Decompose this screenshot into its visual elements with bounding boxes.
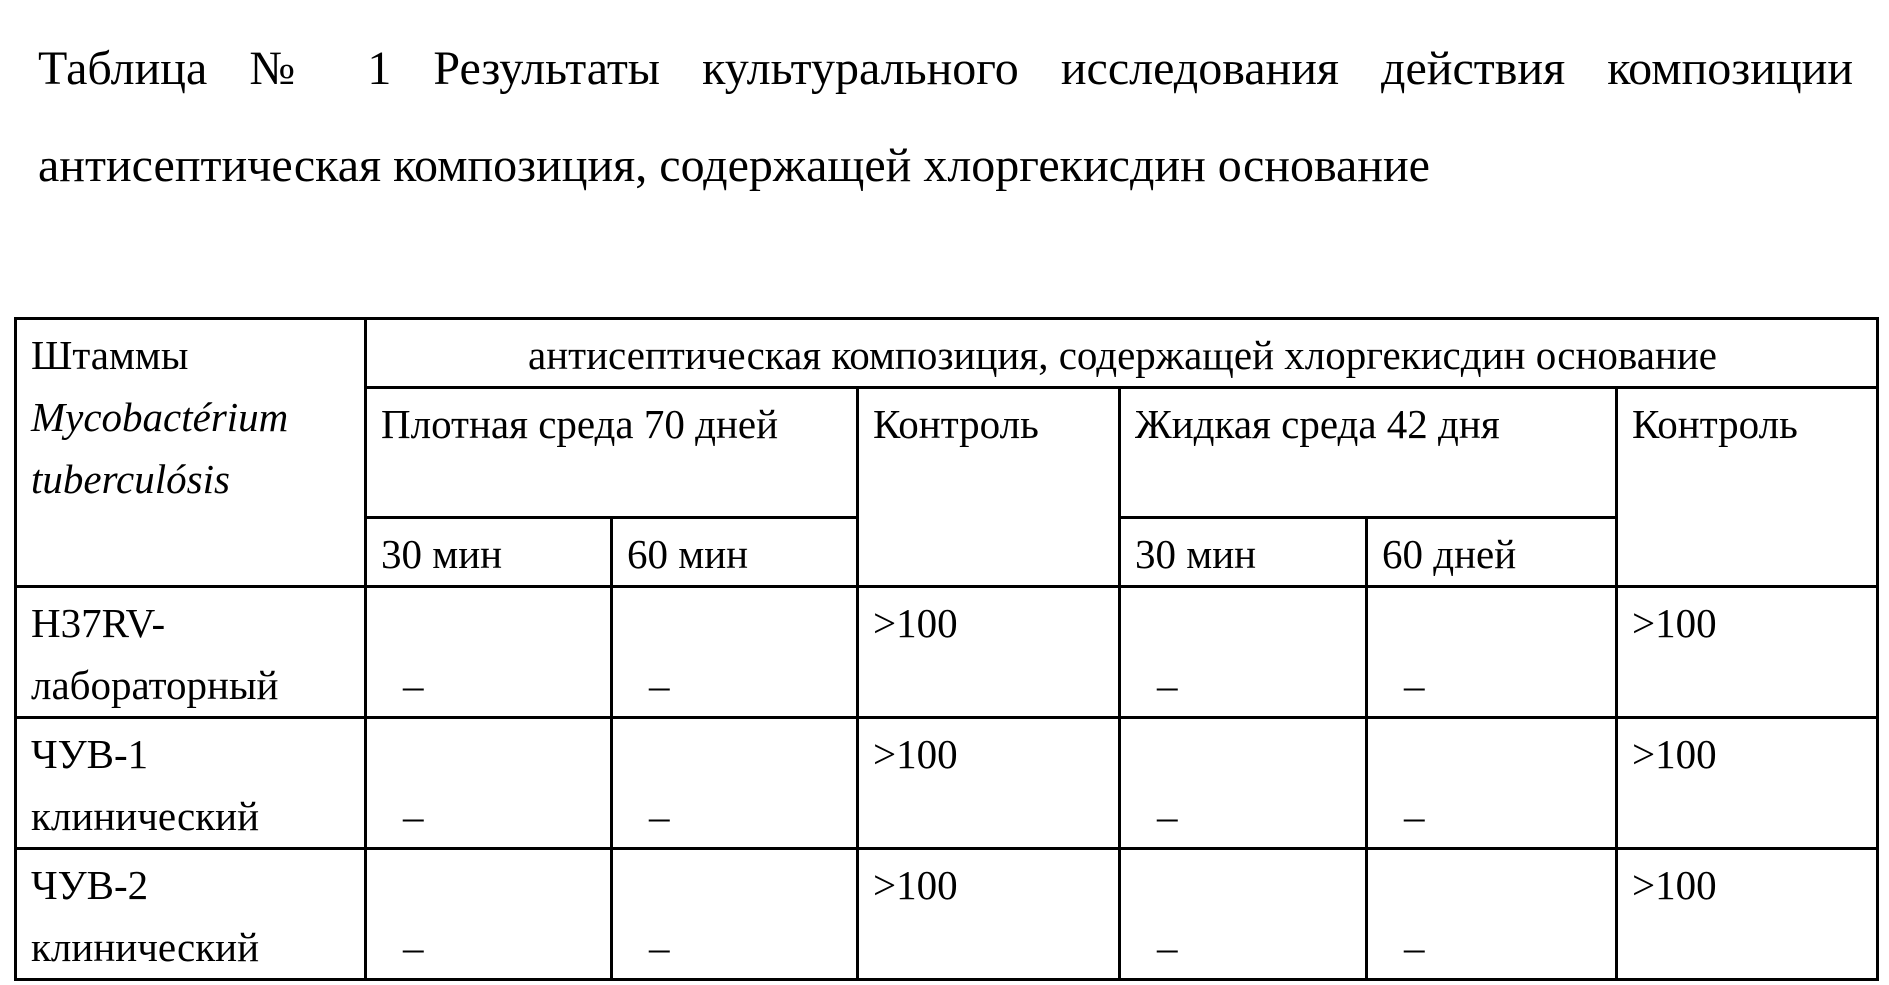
value-cell: – <box>627 916 844 978</box>
header-liquid-30: 30 мин <box>1120 518 1367 587</box>
value-cell: – <box>1135 785 1353 847</box>
value-cell: – <box>381 916 598 978</box>
strains-label: Штаммы <box>31 324 352 386</box>
strains-latin-species: tuberculósis <box>31 448 352 510</box>
value-cell: – <box>627 654 844 716</box>
strains-latin-genus: Mycobactérium <box>31 386 352 448</box>
value-cell: >100 <box>858 587 1120 718</box>
value-cell: – <box>381 785 598 847</box>
strain-cell: ЧУВ-1 клинический <box>16 718 366 849</box>
header-strains <box>16 319 366 587</box>
header-solid-30: 30 мин <box>366 518 612 587</box>
table-row <box>16 587 1878 718</box>
value-cell: >100 <box>858 718 1120 849</box>
value-cell: – <box>381 654 598 716</box>
header-control-1: Контроль <box>858 388 1120 587</box>
value-cell: >100 <box>1617 718 1878 849</box>
value-cell: >100 <box>1617 849 1878 980</box>
header-solid-60: 60 мин <box>612 518 858 587</box>
header-liquid-medium: Жидкая среда 42 дня <box>1120 388 1617 518</box>
header-control-2: Контроль <box>1617 388 1878 587</box>
table-row <box>16 849 1878 980</box>
header-solid-medium: Плотная среда 70 дней <box>366 388 858 518</box>
value-cell: – <box>1135 916 1353 978</box>
value-cell: >100 <box>1617 587 1878 718</box>
value-cell: – <box>1382 785 1603 847</box>
results-table <box>14 317 1879 981</box>
value-cell: – <box>627 785 844 847</box>
value-cell: – <box>1135 654 1353 716</box>
strain-cell: ЧУВ-2 клинический <box>16 849 366 980</box>
value-cell: – <box>1382 654 1603 716</box>
strain-cell: H37RV-лабораторный <box>16 587 366 718</box>
table-row <box>16 718 1878 849</box>
value-cell: – <box>1382 916 1603 978</box>
value-cell: >100 <box>858 849 1120 980</box>
header-group: антисептическая композиция, содержащей хлоргекисдин основание <box>366 319 1878 388</box>
table-caption: Таблица № 1 Результаты культурального исследования действия композиции антисептическая композиция, содержащей хлоргекисдин основание <box>38 20 1853 214</box>
header-liquid-60: 60 дней <box>1367 518 1617 587</box>
